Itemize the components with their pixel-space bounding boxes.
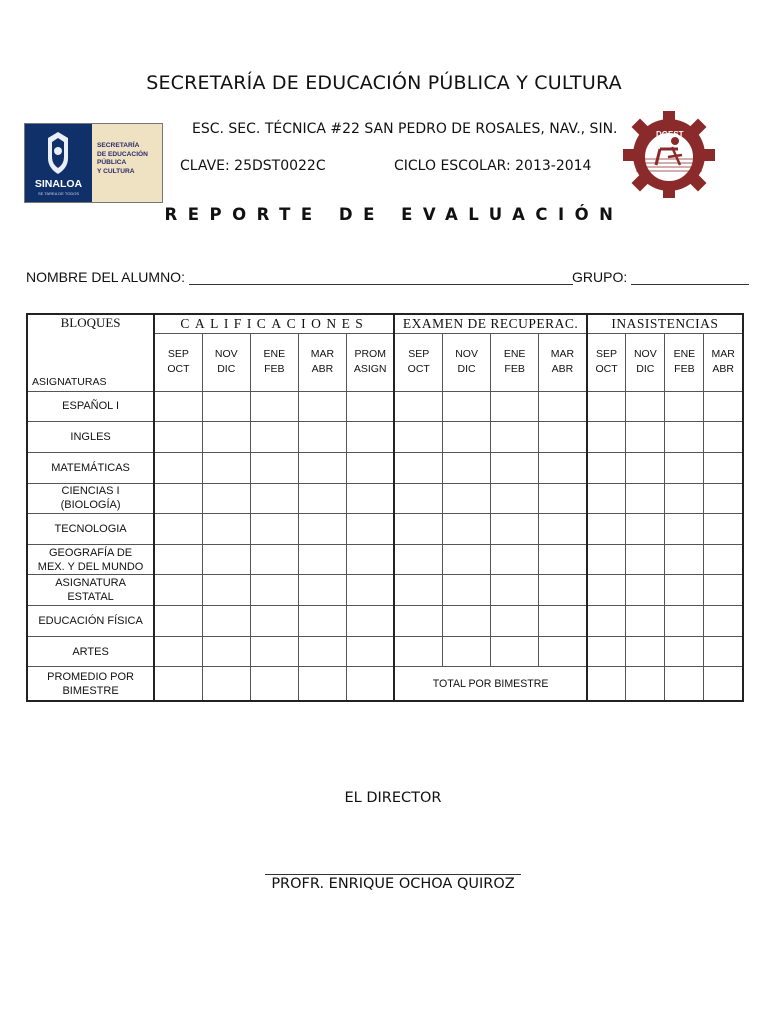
grade-cell[interactable] xyxy=(298,606,346,637)
student-name-label: NOMBRE DEL ALUMNO: xyxy=(26,269,185,285)
grade-cell[interactable] xyxy=(346,452,394,483)
grade-cell[interactable] xyxy=(394,636,442,667)
grade-cell[interactable] xyxy=(298,391,346,422)
absence-cell[interactable] xyxy=(626,391,665,422)
subject-row xyxy=(27,422,743,453)
grade-cell[interactable] xyxy=(491,391,539,422)
absence-cell[interactable] xyxy=(587,391,626,422)
period-header-cell: ENE FEB xyxy=(250,333,298,391)
period-header-cell: ENE FEB xyxy=(491,333,539,391)
grade-cell[interactable] xyxy=(202,514,250,545)
absence-cell[interactable] xyxy=(587,575,626,606)
grade-cell[interactable] xyxy=(394,606,442,637)
subject-name: MEX. Y DEL MUNDO xyxy=(37,560,144,573)
period-header-cell: MAR ABR xyxy=(298,333,346,391)
grade-cell[interactable] xyxy=(154,514,202,545)
grade-cell[interactable] xyxy=(443,514,491,545)
logo-text-line: DE EDUCACIÓN xyxy=(97,150,148,158)
subject-name: TECNOLOGIA xyxy=(54,523,127,535)
subject-label-cell xyxy=(27,452,154,483)
grade-cell[interactable] xyxy=(443,422,491,453)
absence-cell[interactable] xyxy=(665,636,704,667)
inasistencias-header: INASISTENCIAS xyxy=(587,314,743,333)
absence-cell[interactable] xyxy=(704,636,743,667)
grade-cell[interactable] xyxy=(154,544,202,575)
subject-label-cell xyxy=(27,391,154,422)
absence-cell[interactable] xyxy=(587,483,626,514)
grade-cell[interactable] xyxy=(250,636,298,667)
subject-row xyxy=(27,575,743,606)
period-header-cell: NOV DIC xyxy=(443,333,491,391)
group-field xyxy=(572,269,749,285)
subject-name: INGLES xyxy=(70,431,111,444)
bloques-header-cell xyxy=(27,314,154,391)
grade-cell[interactable] xyxy=(346,544,394,575)
subject-label-cell xyxy=(27,514,154,545)
subject-name: CIENCIAS I xyxy=(61,485,120,498)
grade-cell[interactable] xyxy=(346,514,394,545)
grade-cell[interactable] xyxy=(539,575,587,606)
grade-cell[interactable] xyxy=(202,667,250,701)
subject-name: ESTATAL xyxy=(67,591,114,604)
grade-cell[interactable] xyxy=(491,452,539,483)
subject-name: GEOGRAFÍA DE xyxy=(49,546,133,559)
subject-name: (BIOLOGÍA) xyxy=(60,499,121,512)
grade-cell[interactable] xyxy=(298,636,346,667)
grade-cell[interactable] xyxy=(394,422,442,453)
grade-cell[interactable] xyxy=(250,575,298,606)
absence-cell[interactable] xyxy=(587,514,626,545)
calificaciones-header: CALIFICACIONES xyxy=(154,314,394,333)
subject-row xyxy=(27,483,743,514)
subject-row xyxy=(27,606,743,637)
report-title: REPORTE DE EVALUACIÓN xyxy=(164,205,624,224)
grade-cell[interactable] xyxy=(539,514,587,545)
grade-cell[interactable] xyxy=(394,575,442,606)
grade-cell[interactable] xyxy=(539,544,587,575)
period-header-cell: NOV DIC xyxy=(626,333,665,391)
school-year: CICLO ESCOLAR: 2013-2014 xyxy=(394,158,592,174)
director-name: PROFR. ENRIQUE OCHOA QUIROZ xyxy=(271,876,515,892)
grade-cell[interactable] xyxy=(154,452,202,483)
grade-cell[interactable] xyxy=(250,452,298,483)
dgest-gear-icon xyxy=(620,107,718,199)
subject-rows xyxy=(27,391,743,667)
grade-cell[interactable] xyxy=(154,606,202,637)
grade-cell[interactable] xyxy=(154,575,202,606)
grade-cell[interactable] xyxy=(346,422,394,453)
grade-cell[interactable] xyxy=(394,391,442,422)
grade-cell[interactable] xyxy=(394,514,442,545)
grade-cell[interactable] xyxy=(202,483,250,514)
grade-cell[interactable] xyxy=(298,483,346,514)
grade-cell[interactable] xyxy=(202,544,250,575)
grade-cell[interactable] xyxy=(491,514,539,545)
subject-row xyxy=(27,636,743,667)
absence-cell[interactable] xyxy=(704,422,743,453)
absence-cell[interactable] xyxy=(704,391,743,422)
absence-cell[interactable] xyxy=(665,544,704,575)
grade-cell[interactable] xyxy=(298,667,346,701)
grade-cell[interactable] xyxy=(202,422,250,453)
grade-cell[interactable] xyxy=(346,606,394,637)
grade-cell[interactable] xyxy=(443,452,491,483)
absence-cell[interactable] xyxy=(587,544,626,575)
grade-cell[interactable] xyxy=(443,636,491,667)
group-line[interactable] xyxy=(631,270,749,285)
absence-cell[interactable] xyxy=(665,606,704,637)
grade-cell[interactable] xyxy=(394,544,442,575)
period-header-cell: PROM ASIGN xyxy=(346,333,394,391)
school-name: ESC. SEC. TÉCNICA #22 SAN PEDRO DE ROSALES, NAV., SIN. xyxy=(192,121,618,137)
student-name-field xyxy=(26,269,573,285)
grade-cell[interactable] xyxy=(250,544,298,575)
grade-cell[interactable] xyxy=(298,452,346,483)
sepyc-logo xyxy=(24,123,163,203)
absence-cell[interactable] xyxy=(626,544,665,575)
absence-cell[interactable] xyxy=(626,514,665,545)
grade-cell[interactable] xyxy=(346,575,394,606)
grade-cell[interactable] xyxy=(491,636,539,667)
grade-cell[interactable] xyxy=(443,483,491,514)
absence-cell[interactable] xyxy=(665,391,704,422)
grade-cell[interactable] xyxy=(154,667,202,701)
absence-cell[interactable] xyxy=(626,483,665,514)
group-label: GRUPO: xyxy=(572,269,628,285)
logo-text-line: PÚBLICA xyxy=(97,159,127,167)
logo-text-line: Y CULTURA xyxy=(97,167,135,175)
subject-label-cell xyxy=(27,606,154,637)
subject-name: ARTES xyxy=(72,645,109,658)
promedio-label-cell: PROMEDIO POR BIMESTRE xyxy=(27,667,154,701)
absence-cell[interactable] xyxy=(626,667,665,701)
period-header-cell: SEP OCT xyxy=(394,333,442,391)
total-por-bimestre-label: TOTAL POR BIMESTRE xyxy=(394,667,586,701)
absence-cell[interactable] xyxy=(587,667,626,701)
grade-cell[interactable] xyxy=(443,391,491,422)
grade-cell[interactable] xyxy=(539,452,587,483)
subject-name: ASIGNATURA xyxy=(55,577,126,590)
grade-cell[interactable] xyxy=(539,636,587,667)
period-header-cell: ENE FEB xyxy=(665,333,704,391)
absence-cell[interactable] xyxy=(704,544,743,575)
period-header-cell: MAR ABR xyxy=(539,333,587,391)
grade-cell[interactable] xyxy=(539,606,587,637)
grade-cell[interactable] xyxy=(491,575,539,606)
grade-cell[interactable] xyxy=(346,636,394,667)
examen-header: EXAMEN DE RECUPERAC. xyxy=(394,314,586,333)
subject-name: EDUCACIÓN FÍSICA xyxy=(38,614,143,627)
grade-cell[interactable] xyxy=(346,391,394,422)
grade-cell[interactable] xyxy=(202,606,250,637)
absence-cell[interactable] xyxy=(704,667,743,701)
absence-cell[interactable] xyxy=(626,422,665,453)
subject-row xyxy=(27,514,743,545)
grade-cell[interactable] xyxy=(202,452,250,483)
signature-line[interactable] xyxy=(265,874,521,875)
sinaloa-tagline: SE TAREA DE TODOS xyxy=(37,191,80,196)
grade-cell[interactable] xyxy=(154,483,202,514)
grade-cell[interactable] xyxy=(154,422,202,453)
grade-cell[interactable] xyxy=(394,483,442,514)
subject-row xyxy=(27,544,743,575)
grades-table xyxy=(26,313,744,702)
grade-cell[interactable] xyxy=(250,667,298,701)
subject-label-cell xyxy=(27,636,154,667)
period-header-cell: MAR ABR xyxy=(704,333,743,391)
absence-cell[interactable] xyxy=(704,483,743,514)
dgest-logo-text: DGEST xyxy=(656,130,684,139)
logo-text-line: SECRETARÍA xyxy=(97,142,140,149)
absence-cell[interactable] xyxy=(665,483,704,514)
absence-cell[interactable] xyxy=(665,667,704,701)
grade-cell[interactable] xyxy=(298,575,346,606)
grade-cell[interactable] xyxy=(250,514,298,545)
sinaloa-emblem-panel xyxy=(25,124,92,202)
absence-cell[interactable] xyxy=(665,514,704,545)
grade-cell[interactable] xyxy=(491,606,539,637)
subject-name: MATEMÁTICAS xyxy=(51,461,130,474)
grade-cell[interactable] xyxy=(491,544,539,575)
period-header-cell: NOV DIC xyxy=(202,333,250,391)
subject-row xyxy=(27,452,743,483)
absence-cell[interactable] xyxy=(704,606,743,637)
grade-cell[interactable] xyxy=(539,391,587,422)
document-title: SECRETARÍA DE EDUCACIÓN PÚBLICA Y CULTURA xyxy=(146,72,622,94)
absence-cell[interactable] xyxy=(665,452,704,483)
subject-label-cell xyxy=(27,483,154,514)
grade-cell[interactable] xyxy=(539,422,587,453)
subject-label-cell xyxy=(27,544,154,575)
absence-cell[interactable] xyxy=(587,606,626,637)
grade-cell[interactable] xyxy=(443,544,491,575)
asignaturas-label: ASIGNATURAS xyxy=(32,375,107,388)
grade-cell[interactable] xyxy=(443,575,491,606)
subject-row xyxy=(27,391,743,422)
grade-cell[interactable] xyxy=(491,422,539,453)
period-header-cell: SEP OCT xyxy=(587,333,626,391)
grade-cell[interactable] xyxy=(346,667,394,701)
grade-cell[interactable] xyxy=(298,422,346,453)
subject-name: ESPAÑOL I xyxy=(62,400,119,413)
absence-cell[interactable] xyxy=(626,636,665,667)
grade-cell[interactable] xyxy=(154,391,202,422)
grade-cell[interactable] xyxy=(394,452,442,483)
absence-cell[interactable] xyxy=(626,575,665,606)
subject-label-cell xyxy=(27,575,154,606)
absence-cell[interactable] xyxy=(626,452,665,483)
absence-cell[interactable] xyxy=(587,636,626,667)
sinaloa-word: SINALOA xyxy=(34,178,83,190)
grade-cell[interactable] xyxy=(250,422,298,453)
absence-cell[interactable] xyxy=(587,452,626,483)
promedio-row xyxy=(27,667,743,701)
absence-cell[interactable] xyxy=(665,575,704,606)
grade-cell[interactable] xyxy=(346,483,394,514)
grade-cell[interactable] xyxy=(154,636,202,667)
period-header-cell: SEP OCT xyxy=(154,333,202,391)
school-key: CLAVE: 25DST0022C xyxy=(180,158,326,174)
grade-cell[interactable] xyxy=(298,544,346,575)
dgest-logo xyxy=(620,107,718,199)
grade-cell[interactable] xyxy=(443,606,491,637)
grade-cell[interactable] xyxy=(491,483,539,514)
absence-cell[interactable] xyxy=(704,575,743,606)
grade-cell[interactable] xyxy=(298,514,346,545)
absence-cell[interactable] xyxy=(626,606,665,637)
bloques-label: BLOQUES xyxy=(60,315,121,330)
grade-cell[interactable] xyxy=(250,483,298,514)
group-header-row xyxy=(27,314,743,333)
absence-cell[interactable] xyxy=(704,514,743,545)
grade-cell[interactable] xyxy=(202,575,250,606)
absence-cell[interactable] xyxy=(587,422,626,453)
absence-cell[interactable] xyxy=(704,452,743,483)
director-label: EL DIRECTOR xyxy=(344,790,442,806)
subject-label-cell xyxy=(27,422,154,453)
grade-cell[interactable] xyxy=(250,606,298,637)
absence-cell[interactable] xyxy=(665,422,704,453)
grade-cell[interactable] xyxy=(202,391,250,422)
grade-cell[interactable] xyxy=(250,391,298,422)
student-name-line[interactable] xyxy=(189,270,573,285)
grade-cell[interactable] xyxy=(202,636,250,667)
sepyc-logo-text xyxy=(92,124,162,202)
grade-cell[interactable] xyxy=(539,483,587,514)
